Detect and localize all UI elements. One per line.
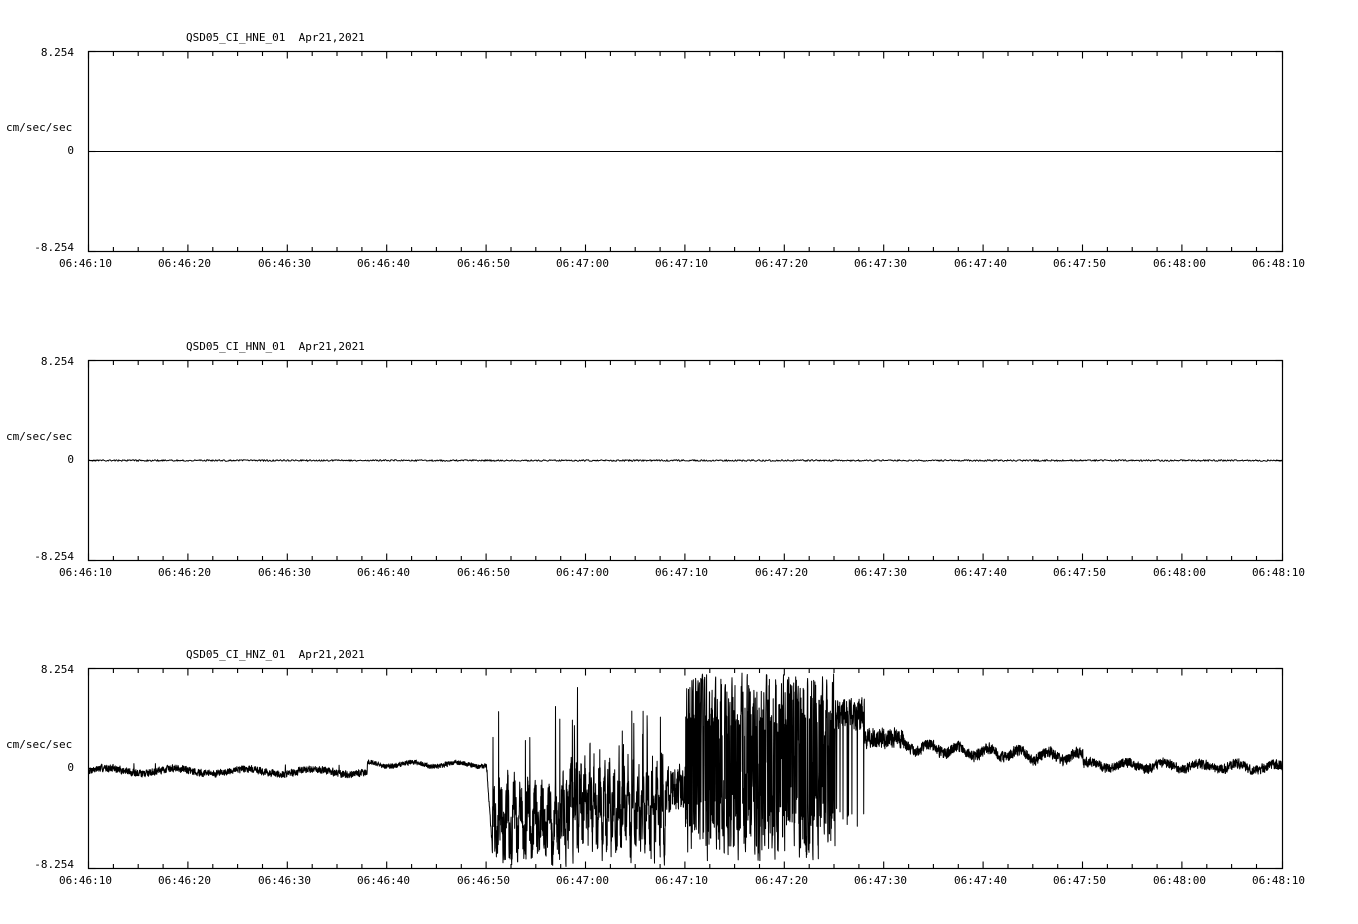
xtick-hne-12: 06:48:10 [1252,257,1305,270]
xtick-hnz-7: 06:47:20 [755,874,808,887]
xtick-hnz-8: 06:47:30 [854,874,907,887]
xtick-hnz-9: 06:47:40 [954,874,1007,887]
plot-title-hne: QSD05_CI_HNE_01 Apr21,2021 [186,31,365,44]
xtick-hnn-2: 06:46:30 [258,566,311,579]
xtick-hnz-0: 06:46:10 [59,874,112,887]
ytick-max-hnn: 8.254 [40,355,74,368]
xtick-hnz-11: 06:48:00 [1153,874,1206,887]
xtick-hnn-11: 06:48:00 [1153,566,1206,579]
ytick-max-hne: 8.254 [40,46,74,59]
ytick-max-hnz: 8.254 [40,663,74,676]
xtick-hnz-6: 06:47:10 [655,874,708,887]
ytick-mid-hne: 0 [67,144,74,157]
xtick-hnn-9: 06:47:40 [954,566,1007,579]
ytick-mid-hnn: 0 [67,453,74,466]
ytick-min-hnn: -8.254 [34,550,74,563]
panel-hnz [0,612,1358,924]
xtick-hnn-12: 06:48:10 [1252,566,1305,579]
xtick-hnz-2: 06:46:30 [258,874,311,887]
y-axis-label-hne: cm/sec/sec [6,121,73,134]
xtick-hne-6: 06:47:10 [655,257,708,270]
xtick-hnz-4: 06:46:50 [457,874,510,887]
xtick-hnn-7: 06:47:20 [755,566,808,579]
xtick-hne-2: 06:46:30 [258,257,311,270]
xtick-hne-0: 06:46:10 [59,257,112,270]
xtick-hne-10: 06:47:50 [1053,257,1106,270]
panel-hne [0,0,1358,300]
xtick-hnz-12: 06:48:10 [1252,874,1305,887]
xtick-hnn-10: 06:47:50 [1053,566,1106,579]
xtick-hnn-0: 06:46:10 [59,566,112,579]
xtick-hne-7: 06:47:20 [755,257,808,270]
xtick-hne-3: 06:46:40 [357,257,410,270]
xtick-hnn-3: 06:46:40 [357,566,410,579]
y-axis-label-hnn: cm/sec/sec [6,430,73,443]
xtick-hne-11: 06:48:00 [1153,257,1206,270]
ytick-min-hne: -8.254 [34,241,74,254]
xtick-hne-9: 06:47:40 [954,257,1007,270]
trace-hnn [89,460,1282,462]
xtick-hne-1: 06:46:20 [158,257,211,270]
xtick-hne-4: 06:46:50 [457,257,510,270]
ytick-min-hnz: -8.254 [34,858,74,871]
xtick-hnn-8: 06:47:30 [854,566,907,579]
xtick-hnn-5: 06:47:00 [556,566,609,579]
xtick-hnz-1: 06:46:20 [158,874,211,887]
panel-hnn [0,306,1358,606]
trace-hnz [89,673,1282,866]
xtick-hne-5: 06:47:00 [556,257,609,270]
xtick-hne-8: 06:47:30 [854,257,907,270]
xtick-hnz-3: 06:46:40 [357,874,410,887]
xtick-hnz-10: 06:47:50 [1053,874,1106,887]
xtick-hnz-5: 06:47:00 [556,874,609,887]
plot-area-hne [0,0,1358,300]
ytick-mid-hnz: 0 [67,761,74,774]
plot-title-hnn: QSD05_CI_HNN_01 Apr21,2021 [186,340,365,353]
plot-title-hnz: QSD05_CI_HNZ_01 Apr21,2021 [186,648,365,661]
xtick-hnn-1: 06:46:20 [158,566,211,579]
xtick-hnn-4: 06:46:50 [457,566,510,579]
y-axis-label-hnz: cm/sec/sec [6,738,73,751]
xtick-hnn-6: 06:47:10 [655,566,708,579]
